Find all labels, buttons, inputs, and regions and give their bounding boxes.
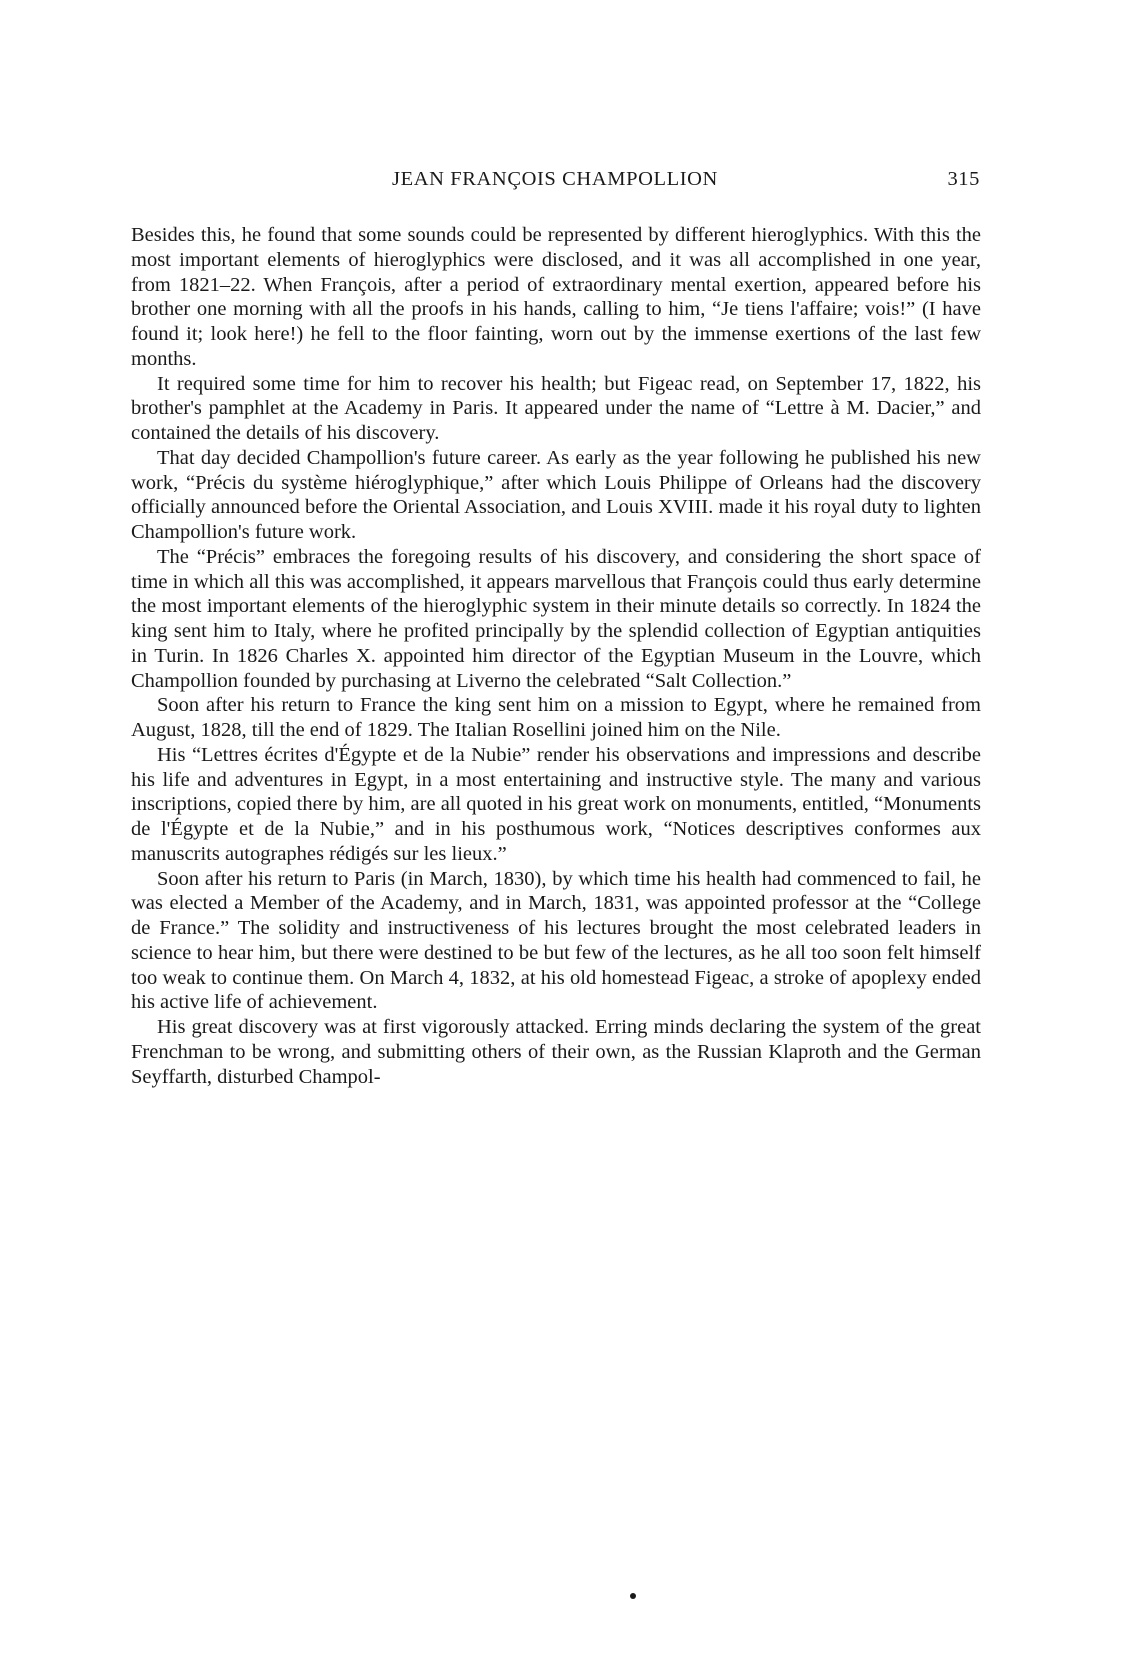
paragraph: Soon after his return to Paris (in March, 1830), by which time his health had commenced to fail, he was elected a Member of the Academy, and in March, 1831, was appointed professor at the “College de France.” The solidity and instructiveness of his lectures brought the most celebrated leaders in science to hear him, but there were destined to be but few of the lectures, as he all too soon felt himself too weak to continue them. On March 4, 1832, at his old homestead Figeac, a stroke of apoplexy ended his active life of achievement.	[131, 867, 981, 1014]
body-text	[131, 223, 981, 1089]
paragraph: That day decided Champollion's future career. As early as the year following he published his new work, “Précis du système hiéroglyphique,” after which Louis Philippe of Orleans had the discovery officially announced before the Oriental Association, and Louis XVIII. made it his royal duty to lighten Champollion's future work.	[131, 446, 981, 543]
paragraph: His great discovery was at first vigorously attacked. Erring minds declaring the system of the great Frenchman to be wrong, and submitting others of their own, as the Russian Klaproth and the German Seyffarth, disturbed Champol-	[131, 1016, 981, 1088]
page-number: 315	[947, 168, 980, 190]
paragraph: The “Précis” embraces the foregoing results of his discovery, and considering the short space of time in which all this was accomplished, it appears marvellous that François could thus early determine the most important elements of the hieroglyphic system in their minute details so correctly. In 1824 the king sent him to Italy, where he profited principally by the splendid collection of Egyptian antiquities in Turin. In 1826 Charles X. appointed him director of the Egyptian Museum in the Louvre, which Champollion founded by purchasing at Liverno the celebrated “Salt Collection.”	[131, 545, 981, 692]
paragraph: It required some time for him to recover his health; but Figeac read, on September 17, 1822, his brother's pamphlet at the Academy in Paris. It appeared under the name of “Lettre à M. Dacier,” and contained the details of his discovery.	[131, 372, 981, 444]
running-title: JEAN FRANÇOIS CHAMPOLLION	[392, 168, 718, 190]
running-header	[130, 168, 980, 198]
paragraph: Besides this, he found that some sounds could be represented by different hieroglyphics. With this the most important elements of hieroglyphics were disclosed, and it was all accomplished in one year, from 1821–22. When François, after a period of extraordinary mental exertion, appeared before his brother one morning with all the proofs in his hands, calling to him, “Je tiens l'affaire; vois!” (I have found it; look here!) he fell to the floor fainting, worn out by the immense exertions of the last few months.	[131, 224, 981, 370]
printer-mark	[630, 1593, 636, 1599]
paragraph: Soon after his return to France the king sent him on a mission to Egypt, where he remained from August, 1828, till the end of 1829. The Italian Rosellini joined him on the Nile.	[131, 694, 981, 741]
paragraph: His “Lettres écrites d'Égypte et de la Nubie” render his observations and impressions and describe his life and adventures in Egypt, in a most entertaining and instructive style. The many and various inscriptions, copied there by him, are all quoted in his great work on monuments, entitled, “Monuments de l'Égypte et de la Nubie,” and in his posthumous work, “Notices descriptives conformes aux manuscrits autographes rédigés sur les lieux.”	[131, 743, 982, 865]
